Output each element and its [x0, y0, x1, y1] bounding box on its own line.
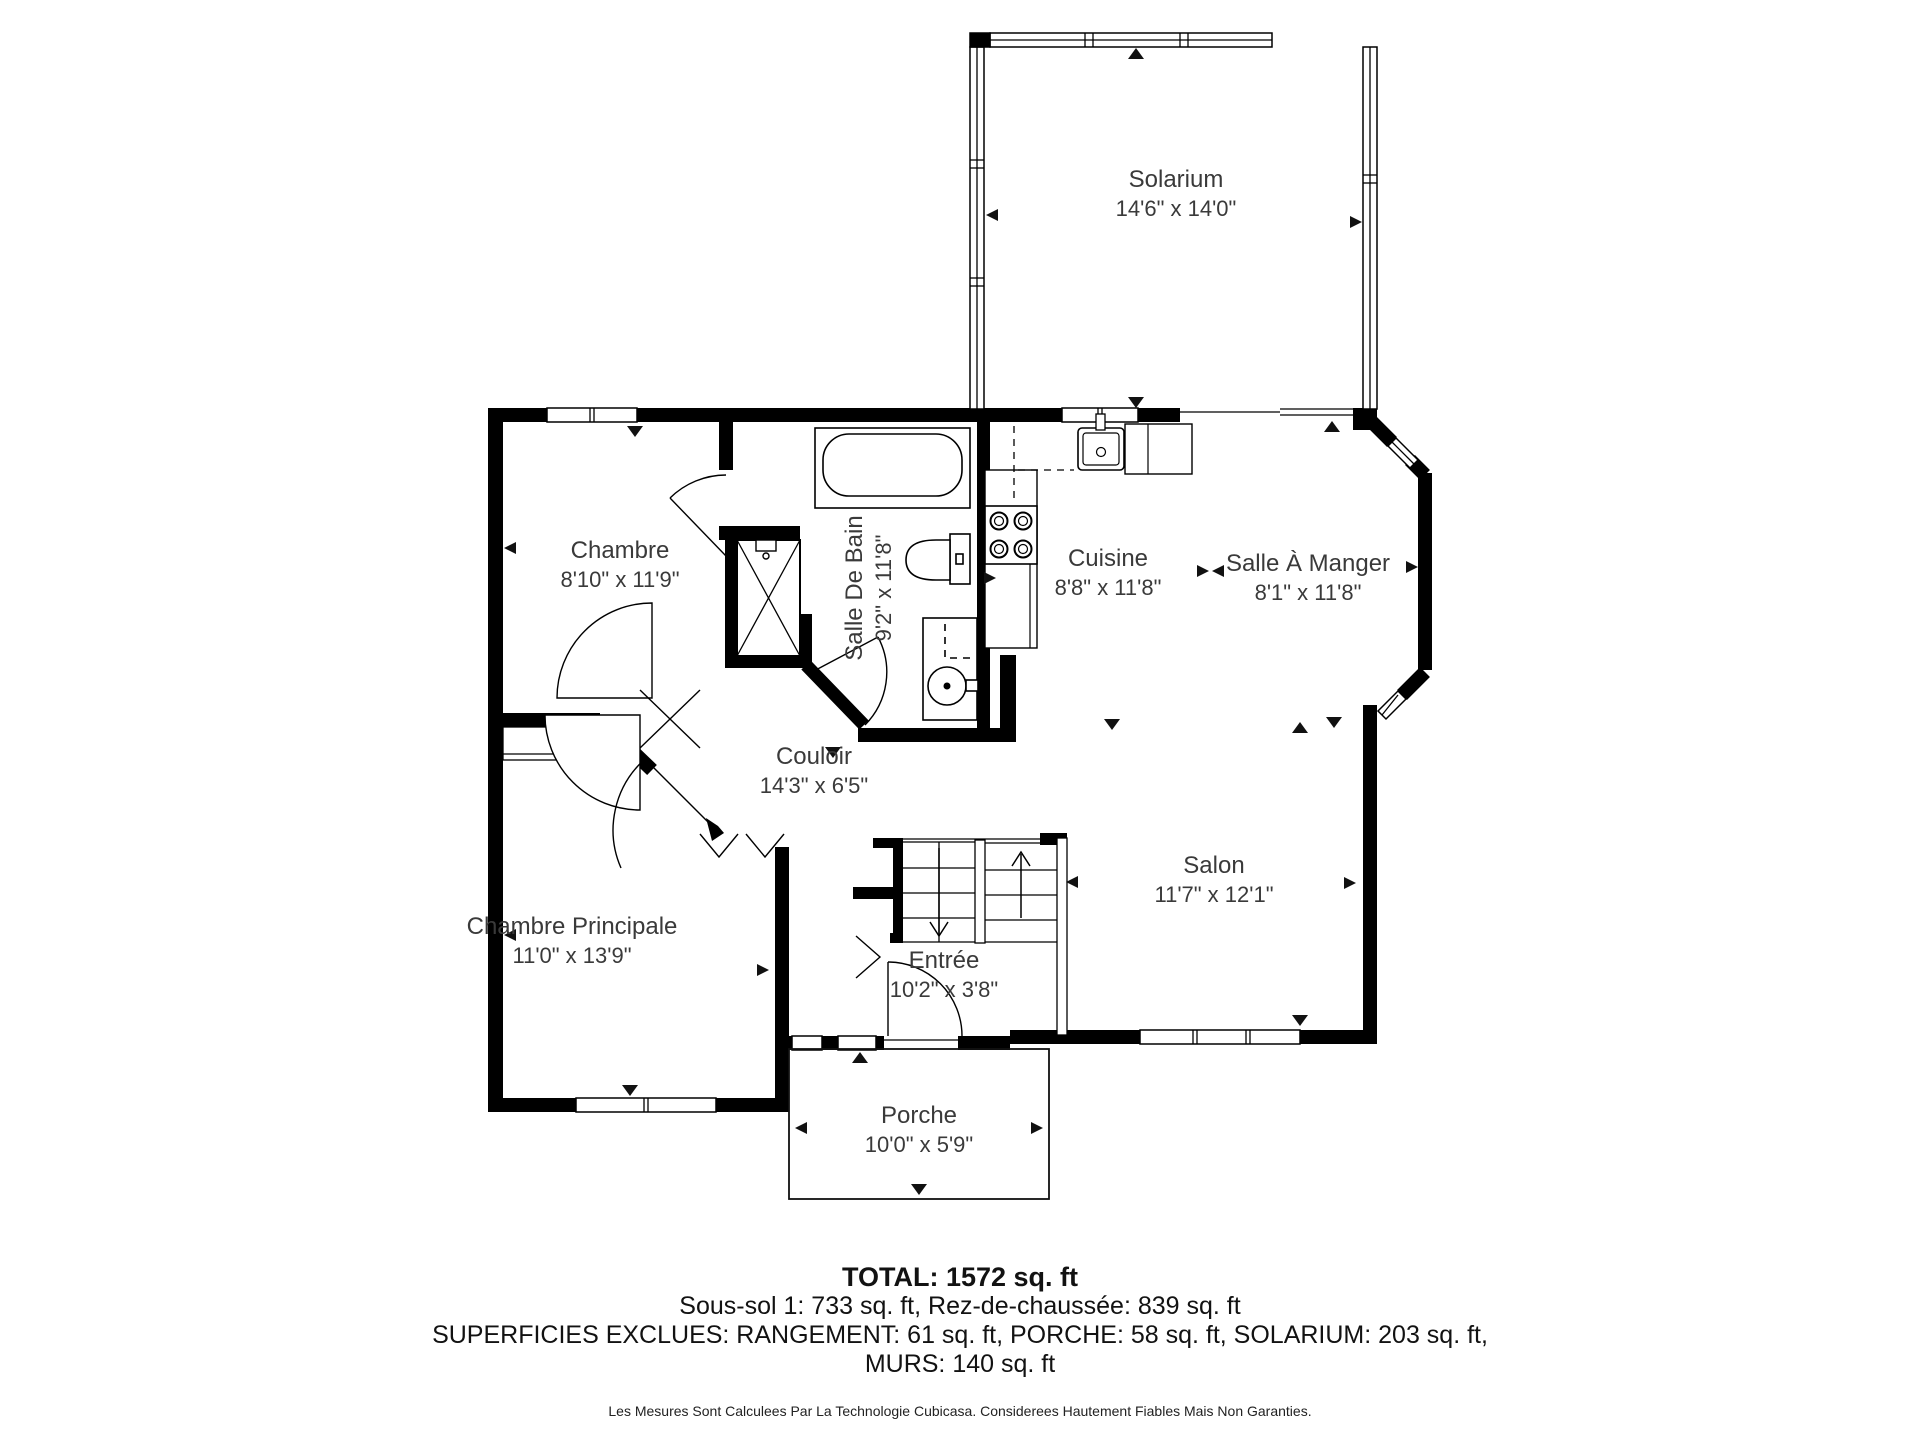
room-name: Entrée: [908, 947, 980, 974]
room-dims: 10'2" x 3'8": [889, 977, 999, 1002]
room-label-cuisine: [1055, 544, 1162, 602]
staircase: [903, 838, 1067, 1035]
room-name: Salle De Bain: [841, 515, 868, 661]
room-name: Solarium: [1128, 166, 1224, 193]
room-dims: 11'7" x 12'1": [1154, 882, 1274, 907]
room-dims: 9'2" x 11'8": [871, 534, 896, 642]
room-name: Chambre: [570, 537, 670, 564]
room-label-solarium: [1116, 165, 1237, 223]
area-summary: [0, 1262, 1920, 1419]
room-label-entree: [890, 946, 998, 1004]
room-label-salle-a-manger: [1226, 549, 1390, 607]
bathtub-icon: [815, 428, 970, 508]
room-dims: 14'3" x 6'5": [759, 773, 869, 798]
room-dims: 14'6" x 14'0": [1115, 196, 1237, 221]
room-name: Cuisine: [1067, 545, 1149, 572]
excluded-areas-text-2: MURS: 140 sq. ft: [864, 1350, 1056, 1378]
room-label-salle-de-bain: [840, 515, 898, 660]
room-name: Chambre Principale: [466, 913, 678, 940]
stove-icon: [985, 506, 1037, 564]
toilet-icon: [906, 534, 970, 584]
room-name: Porche: [880, 1102, 958, 1129]
room-label-couloir: [760, 742, 868, 800]
room-name: Salon: [1183, 852, 1245, 879]
room-label-chambre: [560, 536, 679, 594]
disclaimer-text: Les Mesures Sont Calculees Par La Technologie Cubicasa. Considerees Hautement Fiables Mais Non Garanties.: [608, 1403, 1312, 1419]
room-dims: 8'8" x 11'8": [1054, 575, 1162, 600]
room-name: Couloir: [775, 743, 853, 770]
levels-area-text: Sous-sol 1: 733 sq. ft, Rez-de-chaussée: 839 sq. ft: [679, 1292, 1241, 1320]
room-label-porche: [865, 1101, 973, 1159]
vanity-sink-icon: [923, 618, 978, 720]
shower-icon: [737, 540, 800, 656]
total-area-text: TOTAL: 1572 sq. ft: [841, 1262, 1079, 1292]
room-dims: 8'10" x 11'9": [560, 567, 680, 592]
room-dims: 11'0" x 13'9": [512, 943, 632, 968]
room-label-salon: [1154, 851, 1273, 909]
excluded-areas-text: SUPERFICIES EXCLUES: RANGEMENT: 61 sq. ft, PORCHE: 58 sq. ft, SOLARIUM: 203 sq. ft,: [432, 1321, 1488, 1349]
room-label-chambre-principale: [467, 912, 678, 970]
room-name: Salle À Manger: [1225, 550, 1391, 577]
room-dims: 10'0" x 5'9": [864, 1132, 974, 1157]
room-dims: 8'1" x 11'8": [1254, 580, 1362, 605]
